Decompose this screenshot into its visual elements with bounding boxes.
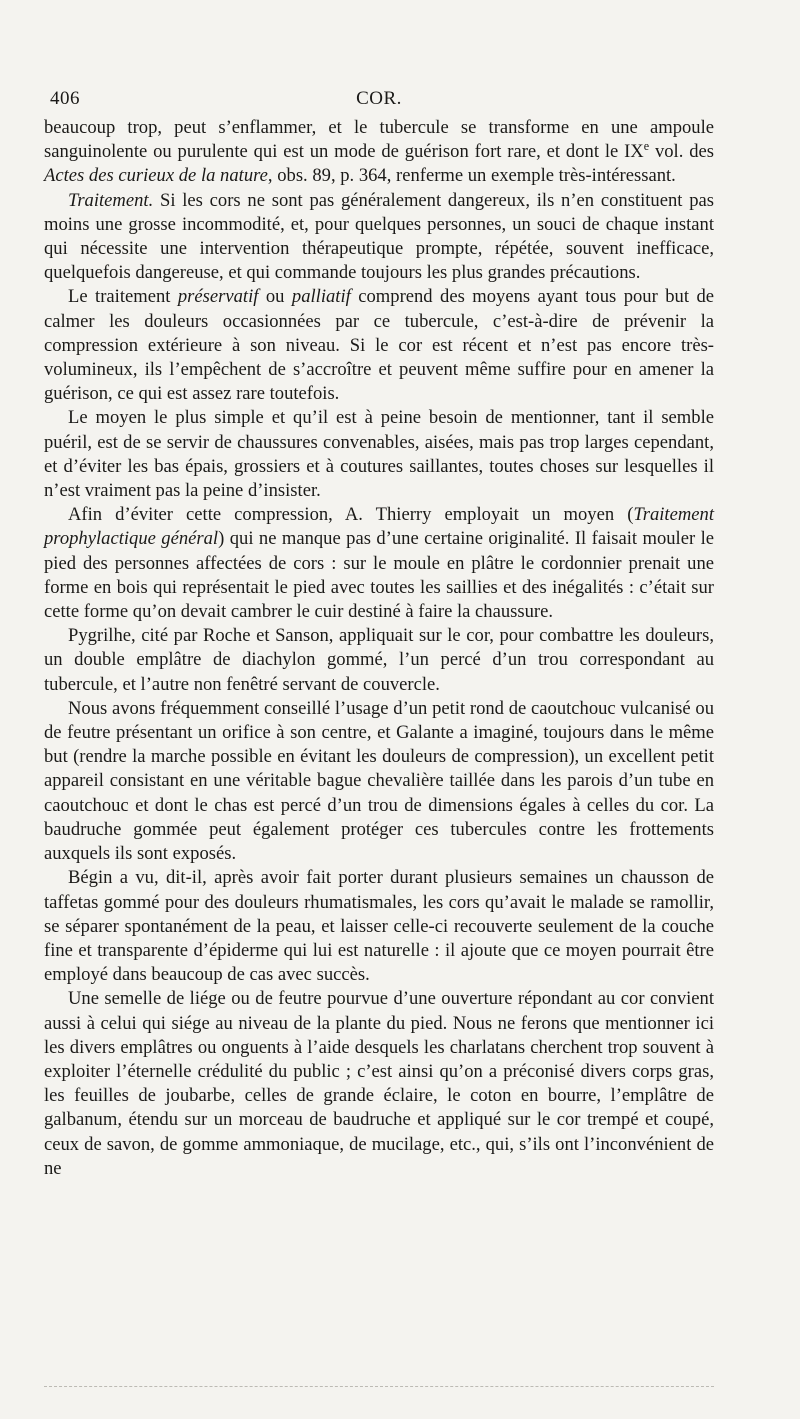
book-page (44, 88, 714, 1181)
page-number: 406 (50, 88, 80, 109)
text-run: Pygrilhe, cité par Roche et Sanson, appliquait sur le cor, pour combattre les douleurs, un double emplâtre de diachylon gommé, l’un percé d’un trou correspondant au tubercule, et l’autre non fenêtré servant de couvercle. (44, 625, 714, 695)
text-run: Bégin a vu, dit-il, après avoir fait porter durant plusieurs semaines un chausson de taffetas gommé pour des douleurs rhumatismales, les cors qu’avait le malade se ramollir, se séparer spontanément de la peau, et laisser celle-ci recouverte seulement de la couche fine et transparente d’épiderme qui lui est naturelle : il ajoute que ce moyen pourrait être employé dans beaucoup de cas avec succès. (44, 867, 714, 986)
italic-text: palliatif (291, 286, 351, 308)
body-text (44, 116, 714, 1181)
text-run: ) qui ne manque pas d’une certaine originalité. Il faisait mouler le pied des personnes affectées de cors : sur le moule en plâtre le cordonnier prenait une forme en bois qui représentait le pied avec toutes les saillies et des inégalités : c’était sur cette forme qu’on devait cambrer le cuir destiné à faire la chaussure. (44, 528, 715, 623)
text-run: beaucoup trop, peut s’enflammer, et le tubercule se transforme en une ampoule sanguinolente ou purulente qui est un mode de guérison fort rare, et dont le IX (44, 117, 714, 163)
text-run: Afin d’éviter cette compression, A. Thierry employait un moyen ( (68, 504, 634, 526)
paragraph (44, 697, 714, 866)
paragraph (44, 189, 714, 286)
paragraph (44, 116, 714, 189)
text-run: , obs. 89, p. 364, renferme un exemple très-intéressant. (267, 165, 676, 187)
running-title: COR. (356, 88, 402, 109)
italic-text: Actes des curieux de la nature (44, 165, 268, 187)
page-header (44, 88, 714, 116)
italic-text: Traitement prophylactique général (44, 504, 714, 550)
text-run: vol. des (649, 141, 714, 163)
italic-text: préservatif (177, 286, 259, 308)
paragraph (44, 624, 714, 697)
text-run: Si les cors ne sont pas généralement dangereux, ils n’en constituent pas moins une grosse incommodité, et, pour quelques personnes, un souci de chaque instant qui nécessite une intervention thérapeutique prompte, répétée, souvent inefficace, quelquefois dangereuse, et qui commande toujours les plus grandes précautions. (44, 189, 714, 284)
superscript: e (643, 139, 650, 154)
paragraph (44, 285, 714, 406)
paragraph (44, 503, 714, 624)
paragraph (44, 987, 714, 1181)
text-run: Le moyen le plus simple et qu’il est à peine besoin de mentionner, tant il semble puéril, est de se servir de chaussures convenables, aisées, mais pas trop larges cependant, et d’éviter les bas épais, grossiers et à coutures saillantes, toutes choses sur lesquelles il n’est vraiment pas la peine d’insister. (44, 407, 714, 502)
paragraph (44, 866, 714, 987)
paragraph (44, 406, 714, 503)
italic-text: Traitement. (68, 189, 154, 211)
text-run: Nous avons fréquemment conseillé l’usage d’un petit rond de caoutchouc vulcanisé ou de feutre présentant un orifice à son centre, et Galante a imaginé, toujours dans le même but (rendre la marche possible en évitant les douleurs de compression), un excellent petit appareil consistant en une véritable bague chevalière taillée dans les parois d’un tube en caoutchouc et dont le chas est percé d’un trou de dimensions égales à celles du cor. La baudruche gommée peut également protéger ces tubercules contre les frottements auxquels ils sont exposés. (44, 697, 714, 865)
text-run: Le traitement (68, 286, 178, 308)
text-run: ou (258, 286, 292, 308)
text-run: Une semelle de liége ou de feutre pourvue d’une ouverture répondant au cor convient aussi à celui qui siége au niveau de la plante du pied. Nous ne ferons que mentionner ici les divers emplâtres ou onguents à l’aide desquels les charlatans cherchent trop souvent à exploiter l’éternelle crédulité du public ; c’est ainsi qu’on a préconisé divers corps gras, les feuilles de joubarbe, celles de grande éclaire, le coton en bourre, l’emplâtre de galbanum, étendu sur un morceau de baudruche et appliqué sur le cor trempé et coupé, ceux de savon, de gomme ammoniaque, de mucilage, etc., qui, s’ils ont l’inconvénient de ne (44, 988, 714, 1179)
bottom-rule (44, 1386, 714, 1387)
text-run: comprend des moyens ayant tous pour but de calmer les douleurs occasionnées par ce tubercule, c’est-à-dire de prévenir la compression extérieure à son niveau. Si le cor est récent et n’est pas encore très-volumineux, ils l’empêchent de s’accroître et peuvent même suffire pour en amener la guérison, ce qui est assez rare toutefois. (44, 286, 714, 405)
